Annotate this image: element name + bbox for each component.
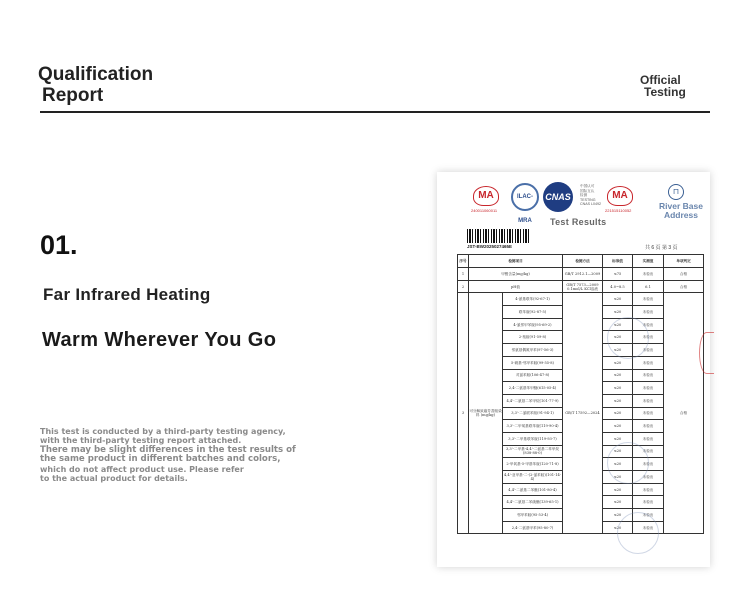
header-cell: 序号	[458, 255, 469, 268]
disclaimer-line: This test is conducted by a third-party testing agency,	[40, 427, 286, 436]
cnas-side-line: 国际互认	[580, 188, 595, 193]
header-cell: 实测值	[633, 255, 664, 268]
cell-sub-item: 4-氨基联苯(92-67-1)	[503, 293, 563, 306]
header-divider	[40, 111, 710, 113]
table-header-row	[458, 255, 704, 268]
cell-std: ≤20	[603, 356, 633, 369]
disclaimer-line: There may be slight differences in the test results of	[40, 444, 296, 455]
cell-sub-item: 4,4'-二氨基二苯硫醚(139-65-1)	[503, 496, 563, 509]
cnas-side-line: 中国认可	[580, 184, 595, 188]
title-line-1: Qualification	[38, 64, 154, 85]
ma-logo-left: MA	[473, 186, 499, 206]
disclaimer-line: with the third-party testing report attached.	[40, 436, 242, 446]
cell-std: ≤20	[603, 407, 633, 420]
watermark-stamp	[607, 442, 649, 484]
cell-method: GB/T 17592—2024	[563, 293, 603, 534]
cnas-side-line: TESTING	[580, 197, 596, 202]
cell-val: 未检出	[633, 293, 664, 306]
disclaimer-line: to the actual product for details.	[40, 474, 188, 484]
ma-left-code: 240011060011	[471, 208, 498, 213]
cell-std: ≤20	[603, 471, 633, 484]
cell-group-item: 可分解致癌芳香胺染料 (mg/kg)	[469, 293, 503, 534]
cell-std: ≤20	[603, 445, 633, 458]
barcode	[467, 229, 529, 243]
cell-val: 未检出	[633, 344, 664, 357]
cell-std: ≤20	[603, 369, 633, 382]
cell-sub-item: 邻甲苯胺(95-53-4)	[503, 509, 563, 522]
header-cell: 检测项目	[469, 255, 563, 268]
header-cell: 标准值	[603, 255, 633, 268]
cell-val: 未检出	[633, 407, 664, 420]
results-table	[457, 254, 704, 534]
cell-item: 甲醛含量(mg/kg)	[469, 268, 563, 281]
cell-std: ≤20	[603, 483, 633, 496]
river-base-icon: ⊓	[668, 184, 684, 200]
cell-val: 未检出	[633, 483, 664, 496]
river-base-line: River Base	[659, 201, 703, 211]
cell-std: ≤20	[603, 496, 633, 509]
cell-std: ≤20	[603, 344, 633, 357]
cell-sub-item: 2,4-二氨基苯甲醚(615-05-4)	[503, 382, 563, 395]
river-base-label	[659, 202, 703, 220]
cell-sub-item: 3,3'-二甲基联苯胺(119-93-7)	[503, 432, 563, 445]
ilac-mra-logo: ILAC-MRA	[511, 183, 539, 211]
cnas-logo: CNAS	[543, 182, 573, 212]
cell-method: GB/T 2912.1—2009	[563, 268, 603, 281]
cell-verdict: 合格	[664, 293, 704, 534]
cell-std: ≤20	[603, 306, 633, 319]
cell-val: 未检出	[633, 306, 664, 319]
cell-std: ≤20	[603, 318, 633, 331]
watermark-stamp	[607, 317, 649, 359]
cell-sub-item: 邻氨基偶氮甲苯(97-56-3)	[503, 344, 563, 357]
cell-val: 未检出	[633, 458, 664, 471]
cell-std: ≤20	[603, 293, 633, 306]
cell-verdict: 合格	[664, 280, 704, 293]
disclaimer-line: which do not affect product use. Please refer	[40, 464, 244, 474]
cell-val: 未检出	[633, 369, 664, 382]
cell-sub-item: 5-硝基-邻甲苯胺(99-55-8)	[503, 356, 563, 369]
official-line-1: Official	[640, 73, 681, 87]
cell-std: ≤20	[603, 509, 633, 522]
ma-logo-right: MA	[607, 186, 633, 206]
cnas-side-line: 检测	[580, 193, 588, 197]
cell-item: pH值	[469, 280, 563, 293]
watermark-stamp	[617, 512, 659, 554]
disclaimer-text	[40, 427, 296, 483]
cnas-side-text	[580, 184, 601, 207]
test-results-label: Test Results	[550, 217, 607, 227]
cell-std: ≤20	[603, 331, 633, 344]
cell-verdict: 合格	[664, 268, 704, 281]
cell-val: 未检出	[633, 318, 664, 331]
cell-val: 未检出	[633, 521, 664, 534]
cell-std: 4.0~8.5	[603, 280, 633, 293]
table-row	[458, 293, 704, 306]
table-row	[458, 280, 704, 293]
cell-sub-item: 对氯苯胺(106-47-8)	[503, 369, 563, 382]
cell-val: 未检出	[633, 471, 664, 484]
cnas-side-line: CNAS L0492	[580, 202, 601, 206]
official-testing-label	[640, 74, 686, 98]
header-cell: 单项判定	[664, 255, 704, 268]
cell-sub-item: 4,4'-二氨基二苯甲烷(101-77-9)	[503, 394, 563, 407]
cell-val: 未检出	[633, 496, 664, 509]
cell-sub-item: 3,3'-二甲基-4,4'-二氨基二苯甲烷(838-88-0)	[503, 445, 563, 458]
cell-sub-item: 3,3'-二氯联苯胺(91-94-1)	[503, 407, 563, 420]
cell-val: 未检出	[633, 420, 664, 433]
cell-std: ≤20	[603, 420, 633, 433]
cell-val: 未检出	[633, 268, 664, 281]
ma-right-code: 221515110052	[605, 208, 632, 213]
slogan-heading: Warm Wherever You Go	[42, 329, 277, 351]
cell-sub-item: 4,4'-二氨基二苯醚(101-80-4)	[503, 483, 563, 496]
disclaimer-line: the same product in different batches and colors,	[40, 454, 281, 465]
cell-sub-item: 4-氯邻甲苯胺(95-69-2)	[503, 318, 563, 331]
section-number: 01.	[40, 230, 78, 260]
cell-val: 6.1	[633, 280, 664, 293]
cell-std: ≤20	[603, 394, 633, 407]
report-title	[38, 64, 153, 106]
cell-sub-item: 联苯胺(92-87-5)	[503, 306, 563, 319]
table-row	[458, 268, 704, 281]
report-number: JST-BW2025027465E	[467, 244, 513, 249]
official-line-2: Testing	[644, 85, 686, 99]
cell-std: ≤75	[603, 268, 633, 281]
cell-sub-item: 2-萘胺(91-59-8)	[503, 331, 563, 344]
cell-sub-item: 3,3'-二甲氧基联苯胺(119-90-4)	[503, 420, 563, 433]
cell-std: ≤20	[603, 521, 633, 534]
river-base-line: Address	[663, 210, 698, 220]
cell-no: 2	[458, 280, 469, 293]
cell-val: 未检出	[633, 445, 664, 458]
cell-std: ≤20	[603, 432, 633, 445]
cell-sub-item: 2,4-二氨基甲苯(95-80-7)	[503, 521, 563, 534]
cell-sub-item: 2-甲氧基-5-甲基苯胺(120-71-8)	[503, 458, 563, 471]
cell-sub-item: 4,4'-亚甲基-二-(2-氯苯胺)(101-14-4)	[503, 471, 563, 484]
cell-val: 未检出	[633, 432, 664, 445]
red-seal-stamp	[699, 332, 714, 374]
cell-val: 未检出	[633, 509, 664, 522]
cell-std: ≤20	[603, 382, 633, 395]
page-info: 共 6 页 第 3 页	[645, 245, 678, 251]
cell-val: 未检出	[633, 394, 664, 407]
cell-val: 未检出	[633, 331, 664, 344]
cell-method: GB/T 7573—2009 0.1mol/L KCl溶液	[563, 280, 603, 293]
header-cell: 检测方法	[563, 255, 603, 268]
title-line-2: Report	[42, 85, 104, 106]
cell-val: 未检出	[633, 356, 664, 369]
cell-std: ≤20	[603, 458, 633, 471]
feature-heading: Far Infrared Heating	[43, 285, 211, 304]
test-report-document	[437, 172, 710, 567]
cell-no: 3	[458, 293, 469, 534]
cell-no: 1	[458, 268, 469, 281]
cell-val: 未检出	[633, 382, 664, 395]
